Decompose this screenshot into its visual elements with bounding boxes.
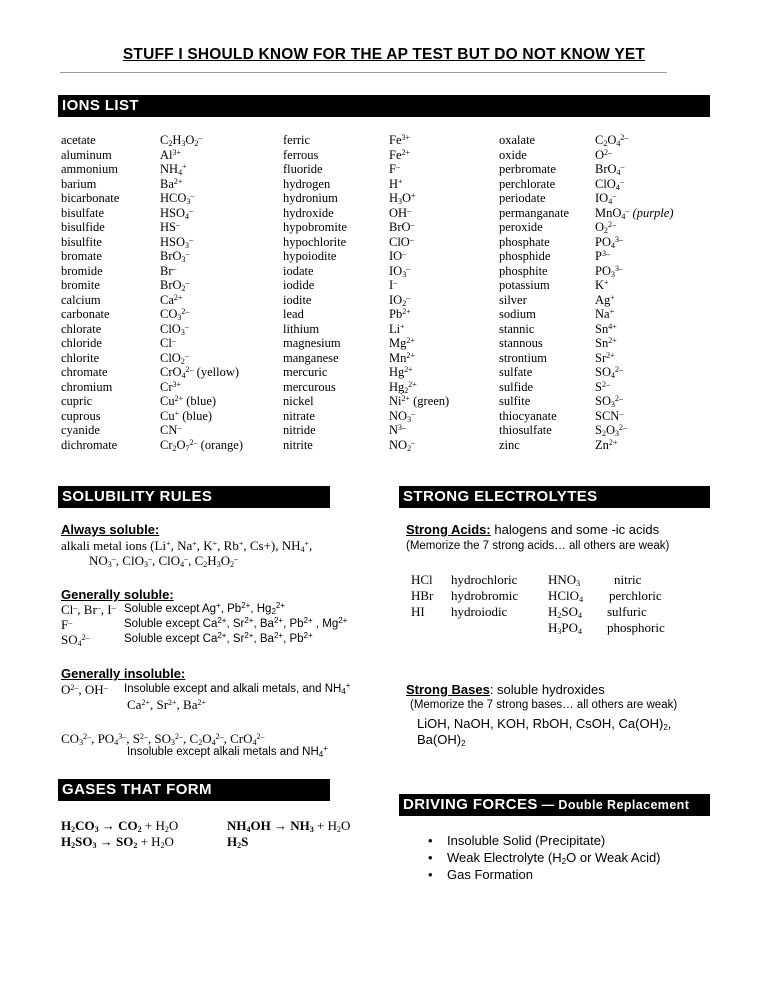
ion-formula: Br– [160,263,177,278]
ion-formula: $H_3O^+$ [389,191,416,206]
ion-name: silver [499,292,527,307]
ion-formula: CrO$_4^{2-}$ (yellow) [160,365,240,380]
generally-soluble-heading: Generally soluble: [61,587,174,602]
ion-formula: $SO_3^{2-}$ [595,394,623,409]
ion-name: sulfite [499,394,531,408]
ions-col3-formulas [595,133,674,452]
ion-formula: ClO$_4$– [595,176,624,192]
ion-name: oxide [499,147,527,162]
ion-name: mercuric [283,365,328,379]
bullet-icon: • [428,867,433,882]
ion-formula: MnO$_4$– (purple) [595,205,674,221]
driving-item: Gas Formation [447,867,533,882]
ions-col2-names [283,133,347,452]
ion-name: ferric [283,133,311,147]
ion-formula: $Ni^{2+}$ (green) [389,394,450,408]
ion-name: stannic [499,321,535,336]
ion-name: calcium [61,292,101,307]
ion-formula: Cu+ (blue) [160,408,213,423]
ion-formula: $CO_3^{2-}$ [160,307,190,322]
ion-formula: ClO$_2$– [160,350,189,366]
acid-name: phosphoric [607,620,665,635]
driving-subtitle: — Double Replacement [537,798,690,812]
ion-name: thiosulfate [499,423,552,437]
ion-name: chlorate [61,321,102,336]
ion-name: hypoiodite [283,249,337,263]
ion-name: stannous [499,336,543,350]
ion-name: bromite [61,278,100,292]
ions-col1-names [61,133,119,452]
ion-name: aluminum [61,147,112,162]
ion-name: perchlorate [499,176,556,191]
ion-formula: $HSO_3^-$ [160,234,194,250]
ion-name: chromium [61,379,113,394]
acid-formula: HBr [411,588,434,603]
acid-name: hydrochloric [451,572,518,587]
always-soluble-heading: Always soluble: [61,522,160,537]
gas-reaction: $H_2CO_3 \to CO_2 + H_2O$ [61,818,179,834]
acid-name: hydrobromic [451,588,519,603]
ion-formula: BrO– [389,220,415,234]
ion-formula: BrO$_3$– [160,249,190,264]
gen-row-text: Soluble except $Ca^{2+}$, $Sr^{2+}$, $Ba^{2+}$, $Pb^{2+}$ , $Mg^{2+}$ [124,616,348,630]
ion-formula: $Ba^{2+}$ [160,176,183,191]
ion-formula: $HSO_4^-$ [160,205,194,221]
generally-insoluble-heading: Generally insoluble: [61,666,186,681]
ion-formula: $Pb^{2+}$ [389,307,411,321]
acid-formula: HClO$_4$ [548,588,584,604]
ion-formula: $P^{3-}$ [595,249,610,263]
ion-name: manganese [283,350,339,365]
ion-formula: $Sn^{2+}$ [595,336,617,350]
ion-formula: F– [389,162,400,176]
ion-name: bisulfite [61,234,102,249]
acid-formula: $HNO_3$ [548,572,581,588]
ion-name: hydroxide [283,205,334,220]
ion-formula: $Cr^{3+}$ [160,379,182,394]
driving-list [428,833,661,884]
ion-formula: $NO_3^-$ [389,408,416,424]
insol-line4: Insoluble except alkali metals and $NH_4^+$ [127,744,328,759]
ion-name: phosphate [499,234,550,249]
strong-acids-desc: halogens and some -ic acids [490,522,660,537]
title-divider [60,72,667,73]
ion-name: cuprous [61,408,101,423]
ion-name: nitrate [283,408,315,423]
ion-name: nickel [283,394,314,408]
ion-formula: H+ [389,176,403,191]
gas-reaction: $NH_4OH \to NH_3 + H_2O$ [227,818,351,834]
ion-formula: $IO_4^-$ [595,191,617,206]
ion-name: carbonate [61,307,110,321]
ion-formula: $O_2^{2-}$ [595,220,617,235]
ion-formula: BrO$_4$– [595,162,625,177]
ion-name: iodide [283,278,315,292]
ion-name: fluoride [283,162,323,176]
ion-name: phosphide [499,249,551,263]
ions-col1-formulas [160,133,243,452]
ion-formula: IO– [389,249,407,263]
electrolytes-heading: STRONG ELECTROLYTES [399,486,710,508]
ion-name: sodium [499,307,536,321]
insol-line2: $Ca^{2+}$, $Sr^{2+}$, $Ba^{2+}$ [127,697,207,712]
ion-formula: ClO$_3$– [160,321,189,337]
ion-name: bromide [61,263,103,278]
ion-formula: $PO_3^{3-}$ [595,263,623,279]
ion-name: barium [61,176,97,191]
ion-formula: $IO_3^-$ [389,263,411,279]
ion-formula: $Al^{3+}$ [160,147,182,162]
ion-name: lead [283,307,304,321]
bullet-icon: • [428,833,433,848]
ions-col3-names [499,133,569,452]
ion-formula: HS– [160,220,180,234]
list-item [428,850,661,867]
always-soluble-line1: alkali metal ions (Li+, Na+, K+, Rb+, Cs+), $NH_4^+$, [61,538,313,554]
ion-formula: $Cr_2O_7^{2-}$ (orange) [160,437,243,453]
ion-name: iodate [283,263,314,278]
ion-formula: $Sn^{4+}$ [595,321,617,336]
ion-name: hydrogen [283,176,331,191]
strong-acids-title [406,522,659,537]
ion-name: zinc [499,437,520,452]
ion-name: magnesium [283,336,341,350]
acid-formula: $H_2SO_4$ [548,604,583,620]
ion-formula: $Fe^{2+}$ [389,147,411,162]
ion-name: hydronium [283,191,338,205]
ion-name: ammonium [61,162,118,176]
ion-formula: $Fe^{3+}$ [389,133,411,147]
list-item [428,867,661,884]
ion-name: bromate [61,249,102,263]
ion-name: oxalate [499,133,536,147]
ion-formula: $PO_4^{3-}$ [595,234,623,250]
strong-bases-heading: Strong Bases [406,682,490,697]
gen-row-ion: $SO_4^{2-}$ [61,632,90,648]
ion-formula: $S^{2-}$ [595,379,610,394]
ion-formula: Na+ [595,307,615,321]
bullet-icon: • [428,850,433,865]
ion-name: iodite [283,292,312,307]
strong-acids-note: (Memorize the 7 strong acids… all others are weak) [406,540,670,552]
ion-name: chloride [61,336,102,350]
ion-name: perbromate [499,162,556,176]
ion-name: cupric [61,394,93,408]
ion-name: thiocyanate [499,408,557,423]
insol-ion: $O^{2-}$, OH– [61,682,108,697]
ion-formula: ClO– [389,234,414,249]
page-title: STUFF I SHOULD KNOW FOR THE AP TEST BUT DO NOT KNOW YET [122,46,646,63]
ion-formula: CN– [160,423,182,437]
acid-formula: $H_3PO_4$ [548,620,583,636]
acid-name: nitric [614,572,642,587]
ion-name: bisulfate [61,205,105,220]
ion-formula: Li+ [389,321,405,336]
gen-row-ion: Cl–, Br–, I– [61,602,116,617]
ion-name: bisulfide [61,220,105,234]
solubility-heading: SOLUBILITY RULES [58,486,330,508]
driving-heading [399,794,710,816]
ion-name: lithium [283,321,320,336]
ion-formula: $S_2O_3^{2-}$ [595,423,627,438]
strong-bases-line1: LiOH, NaOH, KOH, RbOH, CsOH, $Ca(OH)_2$, [417,716,672,732]
strong-acids-heading: Strong Acids: [406,522,491,537]
acid-formula: HCl [411,572,433,587]
ion-formula: K+ [595,278,609,292]
always-soluble-line2: $NO_3^-$, ClO$_3$–, ClO$_4$–, $C_2H_3O_2^-$ [89,553,239,569]
ion-name: permanganate [499,205,570,220]
ion-name: chlorite [61,350,100,365]
ion-name: potassium [499,278,550,292]
ion-formula: $C_2H_3O_2^-$ [160,133,203,148]
ion-formula: $NH_4^+$ [160,162,187,177]
ion-name: strontium [499,350,547,365]
ion-name: bicarbonate [61,191,120,205]
gen-row-text: Soluble except Ag+, $Pb^{2+}$, $Hg_2^{2+}$ [124,601,286,616]
ion-formula: OH– [389,205,412,220]
ion-name: sulfate [499,365,533,379]
ion-name: cyanide [61,423,100,437]
driving-item: Weak Electrolyte ($H_2O$ or Weak Acid) [447,850,661,866]
ion-formula: Cl– [160,336,176,350]
ions-col2-formulas [389,133,449,452]
ion-formula: $C_2O_4^{2-}$ [595,133,629,148]
gas-reaction: $H_2SO_3 \to SO_2 + H_2O$ [61,834,174,850]
gen-row-text: Soluble except $Ca^{2+}$, $Sr^{2+}$, $Ba^{2+}$, $Pb^{2+}$ [124,631,313,645]
ion-formula: I– [389,278,398,292]
ion-formula: $NO_2^-$ [389,437,416,453]
ion-name: phosphite [499,263,548,278]
ion-name: nitride [283,423,316,437]
ion-formula: $Hg_2^{2+}$ [389,379,417,395]
ion-formula: $Ca^{2+}$ [160,292,183,307]
acid-name: perchloric [609,588,662,603]
acid-name: hydroiodic [451,604,508,619]
ion-formula: $Zn^{2+}$ [595,437,618,452]
ion-formula: BrO$_2$– [160,278,190,293]
ion-formula: $HCO_3^-$ [160,191,195,206]
acid-name: sulfuric [607,604,647,619]
ion-name: hypobromite [283,220,347,234]
ion-name: nitrite [283,437,313,452]
ion-name: sulfide [499,379,534,394]
gases-heading: GASES THAT FORM [58,779,330,801]
ion-name: ferrous [283,147,319,162]
ion-formula: $O^{2-}$ [595,147,613,162]
strong-bases-title [406,682,605,697]
list-item [428,833,661,850]
ion-formula: SCN– [595,408,624,423]
driving-title: DRIVING FORCES [403,796,538,813]
ion-name: mercurous [283,379,336,394]
ion-formula: $Mg^{2+}$ [389,336,415,350]
ion-formula: $SO_4^{2-}$ [595,365,623,380]
driving-item: Insoluble Solid (Precipitate) [447,833,606,848]
ion-formula: $Sr^{2+}$ [595,350,615,365]
ion-name: acetate [61,133,96,147]
ion-name: dichromate [61,437,118,452]
strong-bases-line2: $Ba(OH)_2$ [417,732,466,748]
ion-name: periodate [499,191,546,205]
acid-formula: HI [411,604,425,619]
ion-formula: $Mn^{2+}$ [389,350,415,365]
ion-formula: $IO_2^-$ [389,292,411,308]
strong-bases-note: (Memorize the 7 strong bases… all others are weak) [410,699,678,711]
ion-name: chromate [61,365,108,379]
ion-formula: $Cu^{2+}$ (blue) [160,394,217,408]
ion-formula: $N^{3-}$ [389,423,407,437]
ion-formula: Ag+ [595,292,615,307]
ion-name: hypochlorite [283,234,347,249]
gas-reaction: $H_2S$ [227,834,249,850]
ion-name: peroxide [499,220,543,234]
ion-formula: $Hg^{2+}$ [389,365,413,379]
insol-line3: $CO_3^{2-}$, $PO_4^{3-}$, $S^{2-}$, $SO_3^{2-}$, $C_2O_4^{2-}$, CrO$_4^{2-}$ [61,731,265,747]
strong-bases-desc: : soluble hydroxides [489,682,605,697]
ions-heading: IONS LIST [58,95,710,117]
gen-row-ion: F– [61,617,73,632]
insol-text: Insoluble except and alkali metals, and $NH_4^+$ [124,681,351,696]
